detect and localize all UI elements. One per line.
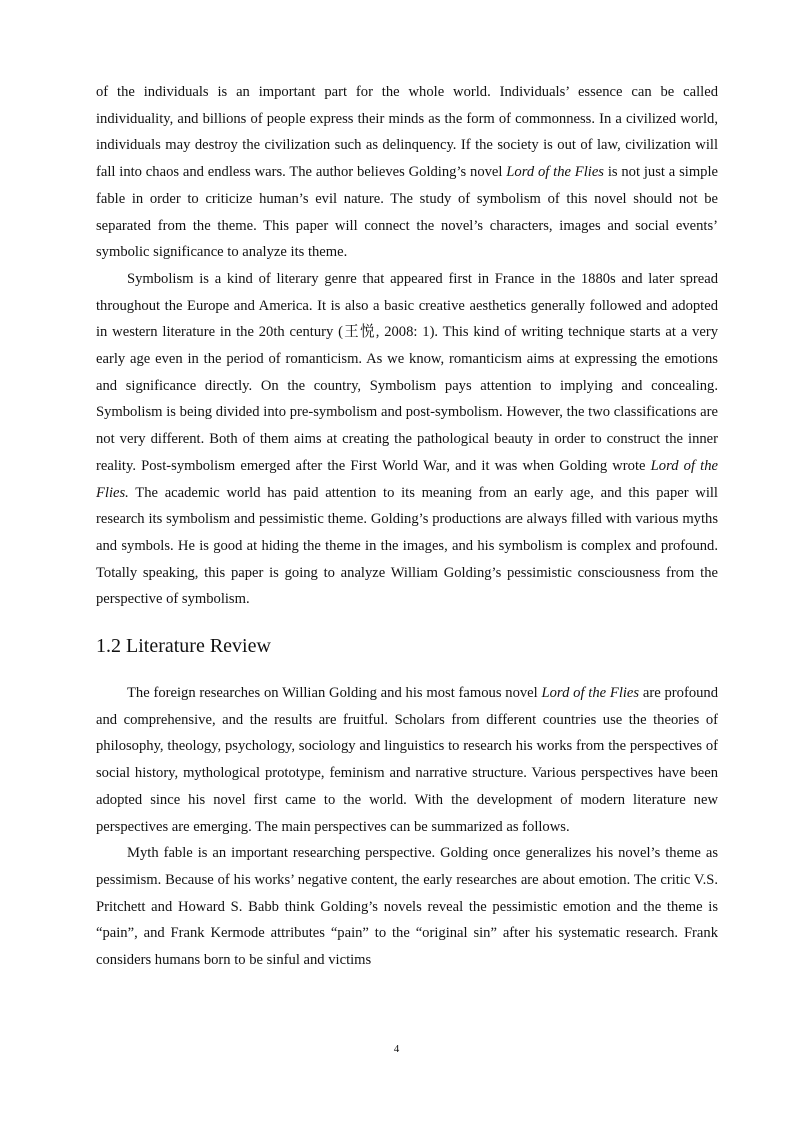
paragraph — [96, 680, 718, 840]
italic-title: Lord of the Flies — [541, 685, 640, 702]
section-heading: 1.2 Literature Review — [96, 635, 271, 658]
text-run: is not just a simple fable in order to criticize human’s evil nature. The study of symbolism of this novel should not be separated from the theme. This paper will connect the novel’s characters, images and social events’ symbolic significance to analyze its theme. — [96, 164, 718, 261]
paragraph — [96, 266, 718, 613]
text-run: Symbolism is a kind of literary genre that appeared first in France in the 1880s and later spread throughout the Europe and America. It is also a basic creative aesthetics generally followed and adopted in western literature in the 20th century (王悦, 2008: 1). This kind of writing technique starts at a very early age even in the period of romanticism. As we know, romanticism aims at expressing the emotions and significance directly. On the country, Symbolism pays attention to implying and concealing. Symbolism is being divided into pre-symbolism and post-symbolism. However, the two classifications are not very different. Both of them aims at creating the pathological beauty in order to construct the inner reality. Post-symbolism emerged after the First World War, and it was when Golding wrote — [96, 270, 718, 474]
paragraph-group-bottom — [96, 680, 718, 974]
text-run: The foreign researches on Willian Golding and his most famous novel — [127, 685, 542, 702]
text-run: of the individuals is an important part for the whole world. Individuals’ essence can be called individuality, and billions of people express their minds as the form of commonness. In a civilized world, individuals may destroy the civilization such as delinquency. If the society is out of law, civilization will fall into chaos and endless wars. The author believes Golding’s novel — [96, 84, 718, 181]
text-run: The academic world has paid attention to its meaning from an early age, and this paper will research its symbolism and pessimistic theme. Golding’s productions are always filled with various myths and symbols. He is good at hiding the theme in the images, and his symbolism is complex and profound. Totally speaking, this paper is going to analyze William Golding’s pessimistic consciousness from the perspective of symbolism. — [96, 484, 718, 608]
paragraph — [96, 79, 718, 266]
paragraph — [96, 840, 718, 974]
italic-title: Lord of the Flies — [506, 164, 604, 181]
paragraph-group-top — [96, 79, 718, 613]
text-run: are profound and comprehensive, and the results are fruitful. Scholars from different countries use the theories of philosophy, theology, psychology, sociology and linguistics to research his works from the perspectives of social history, mythological prototype, feminism and narrative structure. Various perspectives have been adopted since his novel first came to the world. With the development of modern literature new perspectives are emerging. The main perspectives can be summarized as follows. — [96, 685, 719, 835]
body-text — [96, 79, 718, 974]
page-number: 4 — [393, 1043, 400, 1055]
italic-title: Lord of the Flies. — [96, 457, 719, 501]
text-run: Myth fable is an important researching perspective. Golding once generalizes his novel’s theme as pessimism. Because of his works’ negative content, the early researches are about emotion. The critic V.S. Pritchett and Howard S. Babb think Golding’s novels reveal the pessimistic emotion and the theme is “pain”, and Frank Kermode attributes “pain” to the “original sin” after his systematic research. Frank considers humans born to be sinful and victims — [96, 845, 718, 969]
